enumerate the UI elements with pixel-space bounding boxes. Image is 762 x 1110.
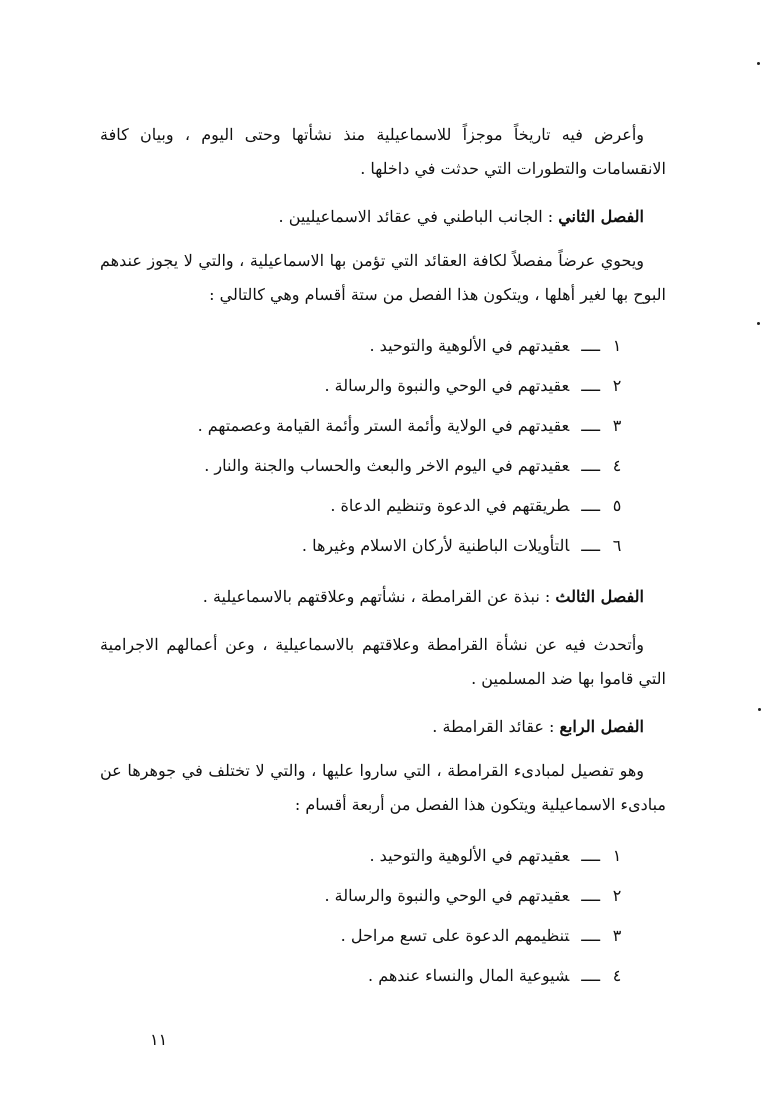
chapter-2-title: : الجانب الباطني في عقائد الاسماعيليين . [278, 207, 554, 226]
list-item-number: ٦ [612, 536, 622, 555]
chapter-2-label: الفصل الثاني [558, 207, 644, 226]
list-item [100, 876, 666, 916]
list-doctrine-sections [100, 326, 666, 566]
paragraph-qaramita-origin: وأتحدث فيه عن نشأة القرامطة وعلاقتهم بالاسماعيلية ، وعن أعمالهم الاجرامية التي قاموا بها ضد المسلمين . [100, 635, 666, 688]
paragraph-history: وأعرض فيه تاريخاً موجزاً للاسماعيلية منذ نشأتها وحتى اليوم ، وبيان كافة الانقسامات والتطورات التي حدثت في داخلها . [100, 125, 666, 178]
list-dash: ــــ [581, 926, 600, 945]
paragraph-qaramita-principles: وهو تفصيل لمبادىء القرامطة ، التي ساروا عليها ، والتي لا تختلف في جوهرها عن مبادىء الاسماعيلية ويتكون هذا الفصل من أربعة أقسام : [100, 761, 666, 814]
list-item [100, 836, 666, 876]
list-item-number: ٥ [612, 496, 622, 515]
list-item-text: تنظيمهم الدعوة على تسع مراحل . [340, 926, 570, 945]
list-item-text: عقيدتهم في الوحي والنبوة والرسالة . [324, 886, 570, 905]
list-item-text: عقيدتهم في الوحي والنبوة والرسالة . [324, 376, 570, 395]
list-item-number: ٢ [612, 376, 622, 395]
chapter-4-heading [100, 710, 666, 744]
list-item-text: التأويلات الباطنية لأركان الاسلام وغيرها . [301, 536, 570, 555]
list-item-number: ١ [612, 336, 622, 355]
list-dash: ــــ [581, 536, 600, 555]
list-item-text: عقيدتهم في الولاية وأئمة الستر وأئمة القيامة وعصمتهم . [197, 416, 570, 435]
scan-speck [757, 62, 760, 65]
paragraph-doctrines: ويحوي عرضاً مفصلاً لكافة العقائد التي تؤمن بها الاسماعيلية ، والتي لا يجوز عندهم البوح بها لغير أهلها ، ويتكون هذا الفصل من ستة أقسام وهي كالتالي : [100, 251, 666, 304]
list-item-text: عقيدتهم في الألوهية والتوحيد . [369, 846, 570, 865]
chapter-3-title: : نبذة عن القرامطة ، نشأتهم وعلاقتهم بالاسماعيلية . [202, 587, 551, 606]
list-item [100, 326, 666, 366]
list-dash: ــــ [581, 376, 600, 395]
list-item [100, 366, 666, 406]
chapter-3-heading [100, 580, 666, 614]
list-dash: ــــ [581, 846, 600, 865]
list-dash: ــــ [581, 336, 600, 355]
list-dash: ــــ [581, 966, 600, 985]
list-qaramita-sections [100, 836, 666, 996]
list-item-number: ٤ [612, 456, 622, 475]
list-item [100, 526, 666, 566]
list-dash: ــــ [581, 496, 600, 515]
list-item-text: عقيدتهم في الألوهية والتوحيد . [369, 336, 570, 355]
list-item-text: شيوعية المال والنساء عندهم . [368, 966, 570, 985]
list-item-number: ٣ [612, 926, 622, 945]
list-dash: ــــ [581, 416, 600, 435]
chapter-4-title: : عقائد القرامطة . [432, 717, 555, 736]
list-item-text: عقيدتهم في اليوم الاخر والبعث والحساب والجنة والنار . [204, 456, 570, 475]
list-item-text: طريقتهم في الدعوة وتنظيم الدعاة . [330, 496, 570, 515]
chapter-2-heading [100, 200, 666, 234]
list-item-number: ١ [612, 846, 622, 865]
scan-speck [758, 708, 761, 711]
page-number: ١١ [150, 1030, 168, 1049]
list-item [100, 486, 666, 526]
list-item [100, 446, 666, 486]
list-dash: ــــ [581, 456, 600, 475]
list-dash: ــــ [581, 886, 600, 905]
list-item-number: ٤ [612, 966, 622, 985]
chapter-3-label: الفصل الثالث [555, 587, 644, 606]
list-item [100, 956, 666, 996]
list-item [100, 916, 666, 956]
list-item [100, 406, 666, 446]
scan-speck [757, 322, 760, 325]
list-item-number: ٢ [612, 886, 622, 905]
page-body [100, 118, 666, 996]
chapter-4-label: الفصل الرابع [559, 717, 644, 736]
list-item-number: ٣ [612, 416, 622, 435]
